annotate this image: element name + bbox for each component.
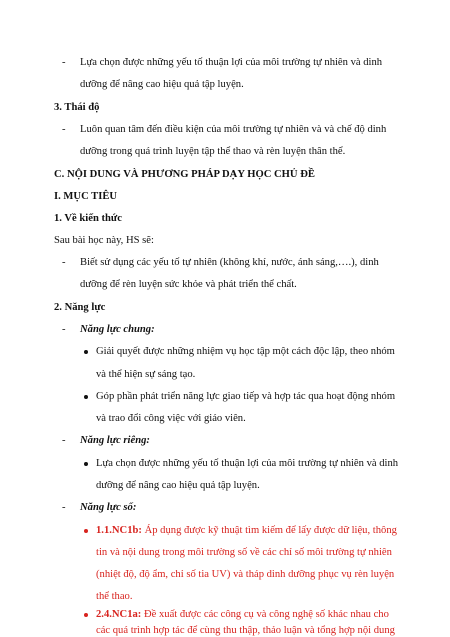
digital-competence-line: các quá trình hợp tác để cùng thu thập, thảo luận và tổng hợp nội dung: [96, 625, 395, 636]
attitude-heading: 3. Thái độ: [54, 102, 100, 113]
bullet-dot: [84, 350, 88, 354]
digital-competence-label: Năng lực số:: [80, 502, 137, 513]
general-competence-label: Năng lực chung:: [80, 324, 155, 335]
paragraph-line: dưỡng để nâng cao hiệu quả tập luyện.: [80, 79, 244, 90]
section-i-heading: I. MỤC TIÊU: [54, 191, 118, 202]
paragraph-line: Giải quyết được những nhiệm vụ học tập một cách độc lập, theo nhóm: [96, 346, 395, 357]
section-c-heading: C. NỘI DUNG VÀ PHƯƠNG PHÁP DẠY HỌC CHỦ ĐỀ: [54, 169, 315, 180]
paragraph-line: và thể hiện sự sáng tạo.: [96, 369, 196, 380]
bullet-dot: [84, 462, 88, 466]
paragraph-line: Biết sử dụng các yếu tố tự nhiên (không khí, nước, ánh sáng,….), dinh: [80, 257, 379, 268]
specific-competence-label: Năng lực riêng:: [80, 435, 150, 446]
digital-competence-line: 2.4.NC1a: Đề xuất được các công cụ và công nghệ số khác nhau cho: [96, 609, 389, 620]
dash-bullet: -: [62, 57, 66, 68]
bullet-dot: [84, 529, 88, 533]
paragraph-line: và trao đổi công việc với giáo viên.: [96, 413, 246, 424]
paragraph-line: Lựa chọn được những yếu tố thuận lợi của môi trường tự nhiên và dinh: [80, 57, 383, 68]
dash-bullet: -: [62, 502, 66, 513]
bullet-dot: [84, 395, 88, 399]
dash-bullet: -: [62, 435, 66, 446]
dash-bullet: -: [62, 124, 66, 135]
paragraph-line: dưỡng trong quá trình luyện tập thể thao và rèn luyện thân thể.: [80, 146, 346, 157]
after-lesson-text: Sau bài học này, HS sẽ:: [54, 235, 154, 246]
bullet-dot: [84, 613, 88, 617]
digital-competence-line: tin và nội dung trong môi trường số về các chỉ số môi trường tự nhiên: [96, 547, 392, 558]
dash-bullet: -: [62, 257, 66, 268]
paragraph-line: dưỡng để rèn luyện sức khỏe và phát triển thể chất.: [80, 279, 297, 290]
paragraph-line: Lựa chọn được những yếu tố thuận lợi của môi trường tự nhiên và dinh: [96, 458, 399, 469]
dash-bullet: -: [62, 324, 66, 335]
competence-code: 2.4.NC1a:: [96, 609, 142, 620]
knowledge-heading: 1. Về kiến thức: [54, 213, 122, 224]
paragraph-line: Luôn quan tâm đến điều kiện của môi trường tự nhiên và và chế độ dinh: [80, 124, 387, 135]
digital-competence-line: (nhiệt độ, độ ẩm, chỉ số tia UV) và tháp dinh dưỡng phục vụ rèn luyện: [96, 569, 395, 580]
paragraph-line: Góp phần phát triển năng lực giao tiếp và hợp tác qua hoạt động nhóm: [96, 391, 396, 402]
competence-heading: 2. Năng lực: [54, 302, 106, 313]
paragraph-line: dưỡng để nâng cao hiệu quả tập luyện.: [96, 480, 260, 491]
competence-code: 1.1.NC1b:: [96, 525, 142, 536]
digital-competence-line: 1.1.NC1b: Áp dụng được kỹ thuật tìm kiếm để lấy được dữ liệu, thông: [96, 525, 397, 536]
digital-competence-line: thể thao.: [96, 591, 133, 602]
